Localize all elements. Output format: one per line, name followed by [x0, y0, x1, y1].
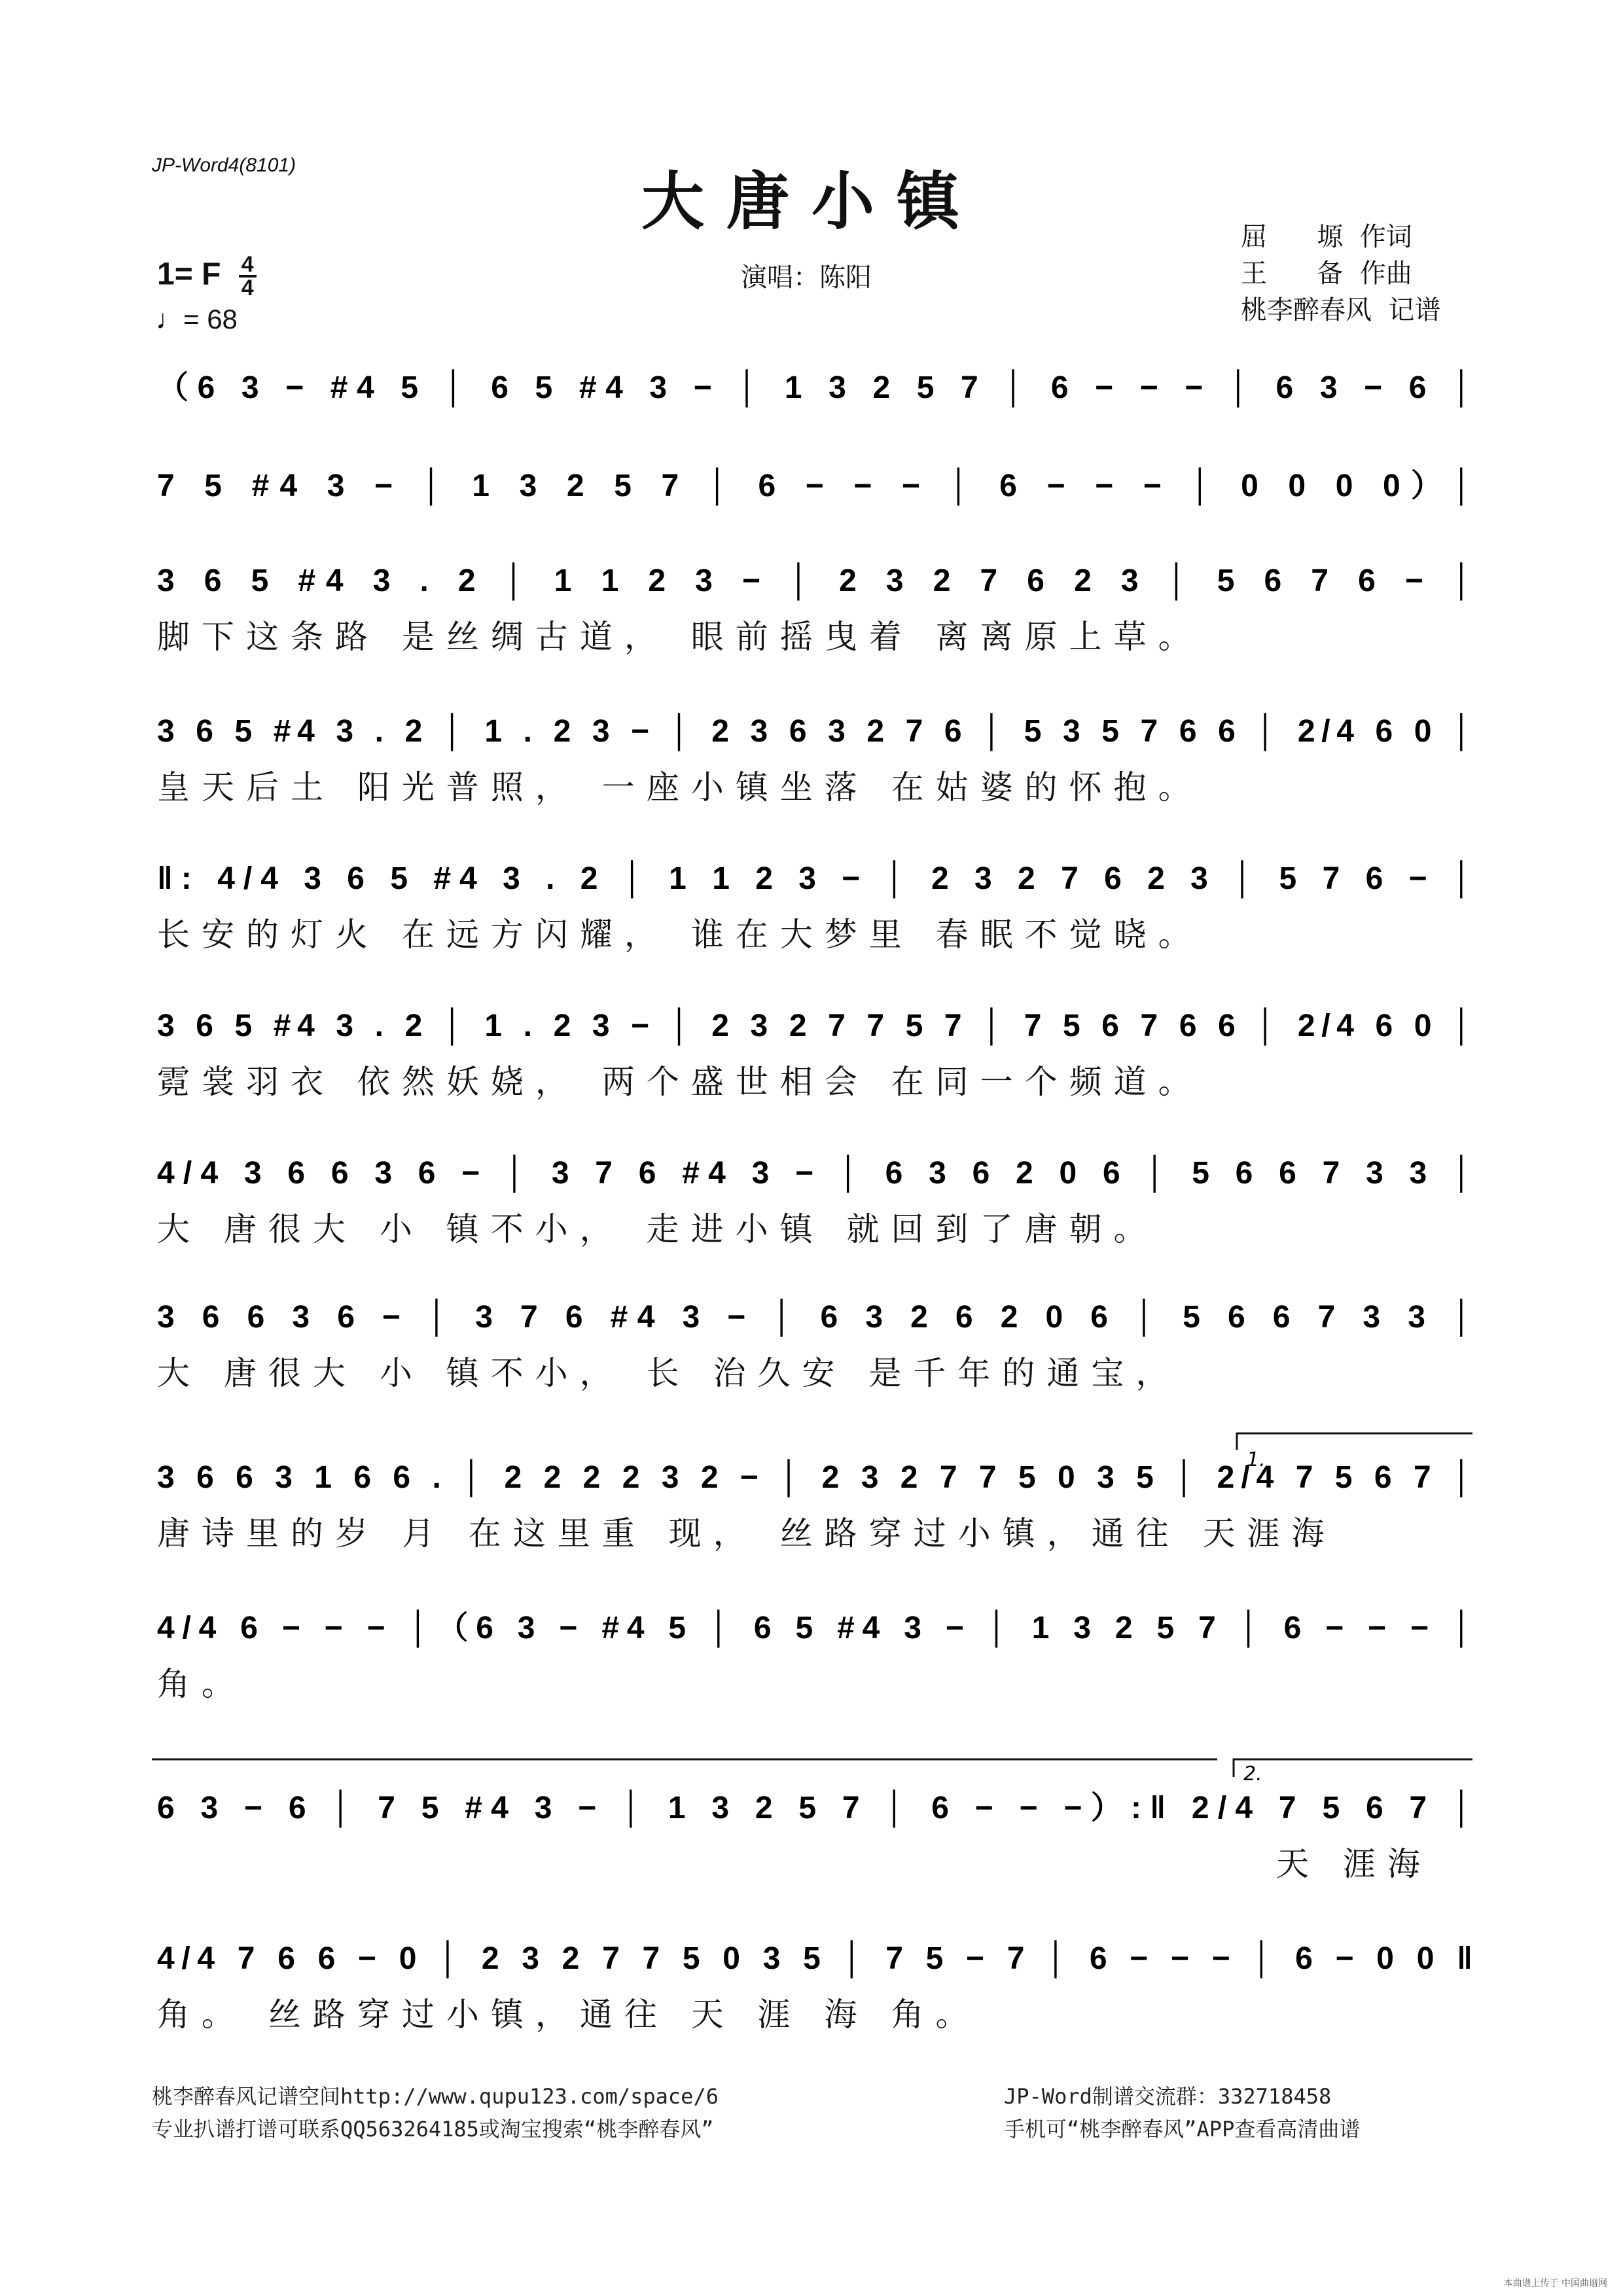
key-label: 1= F: [157, 257, 221, 292]
score-line-10: 4/4 6 − − − │（6 3 − #4 5 │ 6 5 #4 3 − │ 1 3 2 5 7 │ 6 − − − │: [157, 1611, 1473, 1645]
time-sig-num: 4: [239, 254, 257, 278]
lyric-line-10: 角。: [157, 1665, 246, 1703]
quarter-note-icon: ♩: [156, 304, 183, 334]
singer-credit: 演唱：陈阳: [741, 262, 872, 293]
volta-2-label: 2.: [1243, 1763, 1262, 1785]
score-line-8: 3 6 6 3 6 − │ 3 7 6 #4 3 − │ 6 3 2 6 2 0 6 │ 5 6 6 7 3 3 │: [157, 1300, 1472, 1335]
lyric-line-8: 大 唐很大 小 镇不小， 长 治久安 是千年的通宝，: [157, 1354, 1181, 1392]
lyricist-credit: 屈 塬 作词: [1241, 222, 1412, 252]
song-title: 大唐小镇: [641, 164, 982, 238]
lyric-line-11: 天 涯海: [1276, 1845, 1432, 1883]
upload-stamp: 本曲谱上传于 中国曲谱网: [1503, 2278, 1607, 2289]
lyric-line-6: 霓裳羽衣 依然妖娆， 两个盛世相会 在同一个频道。: [157, 1063, 1203, 1101]
volta-1-bracket: [1237, 1433, 1472, 1450]
transcriber-credit: 桃李醉春风 记谱: [1241, 295, 1441, 325]
lyric-line-4: 皇天后土 阳光普照， 一座小镇坐落 在姑婆的怀抱。: [157, 768, 1203, 806]
footer-right-1: JP-Word制谱交流群：332718458: [1004, 2084, 1332, 2109]
time-sig-den: 4: [241, 276, 254, 300]
volta-2-bracket: [1234, 1759, 1472, 1777]
score-line-12: 4/4 7 6 6 − 0 │ 2 3 2 7 7 5 0 3 5 │ 7 5 − 7 │ 6 − − − │ 6 − 0 0 ‖: [157, 1941, 1472, 1976]
footer-left-1: 桃李醉春风记谱空间http://www.qupu123.com/space/6: [152, 2084, 719, 2109]
footer-left-2: 专业扒谱打谱可联系QQ563264185或淘宝搜索“桃李醉春风”: [152, 2117, 714, 2142]
score-line-2: 7 5 #4 3 − │ 1 3 2 5 7 │ 6 − − − │ 6 − − − │ 0 0 0 0）│: [157, 469, 1473, 503]
score-line-4: 3 6 5 #4 3 . 2 │ 1 . 2 3 − │ 2 3 6 3 2 7 6 │ 5 3 5 7 6 6 │ 2/4 6 0 │: [157, 714, 1473, 749]
lyric-line-9: 唐诗里的岁 月 在这里重 现， 丝路穿过小镇，通往 天涯海: [157, 1515, 1336, 1552]
source-tag: JP-Word4(8101): [152, 154, 296, 176]
score-line-7: 4/4 3 6 6 3 6 − │ 3 7 6 #4 3 − │ 6 3 6 2 0 6 │ 5 6 6 7 3 3 │: [157, 1156, 1473, 1191]
footer-right-2: 手机可“桃李醉春风”APP查看高清曲谱: [1004, 2117, 1361, 2142]
score-line-11: 6 3 − 6 │ 7 5 #4 3 − │ 1 3 2 5 7 │ 6 − − −）:‖ 2/4 7 5 6 7 │: [157, 1791, 1472, 1825]
tempo-value: = 68: [183, 304, 238, 334]
composer-credit: 王 备 作曲: [1241, 259, 1412, 289]
score-line-1: （6 3 − #4 5 │ 6 5 #4 3 − │ 1 3 2 5 7 │ 6 − − − │ 6 3 − 6 │: [157, 370, 1472, 405]
lyric-line-3: 脚下这条路 是丝绸古道， 眼前摇曳着 离离原上草。: [157, 618, 1203, 656]
score-line-6: 3 6 5 #4 3 . 2 │ 1 . 2 3 − │ 2 3 2 7 7 5 7 │ 7 5 6 7 6 6 │ 2/4 6 0 │: [157, 1009, 1473, 1043]
score-line-9: 3 6 6 3 1 6 6 . │ 2 2 2 2 3 2 − │ 2 3 2 7 7 5 0 3 5 │ 2/4 7 5 6 7 │: [157, 1460, 1472, 1495]
volta-1-label: 1.: [1247, 1448, 1266, 1471]
lyric-line-7: 大 唐很大 小 镇不小， 走进小镇 就回到了唐朝。: [157, 1210, 1158, 1248]
lyric-line-12: 角。 丝路穿过小镇，通往 天 涯 海 角。: [157, 1996, 980, 2034]
lyric-line-5: 长安的灯火 在远方闪耀， 谁在大梦里 春眠不觉晓。: [157, 916, 1203, 954]
score-line-5: ‖: 4/4 3 6 5 #4 3 . 2 │ 1 1 2 3 − │ 2 3 2 7 6 2 3 │ 5 7 6 − │: [157, 861, 1473, 896]
score-line-3: 3 6 5 #4 3 . 2 │ 1 1 2 3 − │ 2 3 2 7 6 2 3 │ 5 6 7 6 − │: [157, 564, 1472, 598]
